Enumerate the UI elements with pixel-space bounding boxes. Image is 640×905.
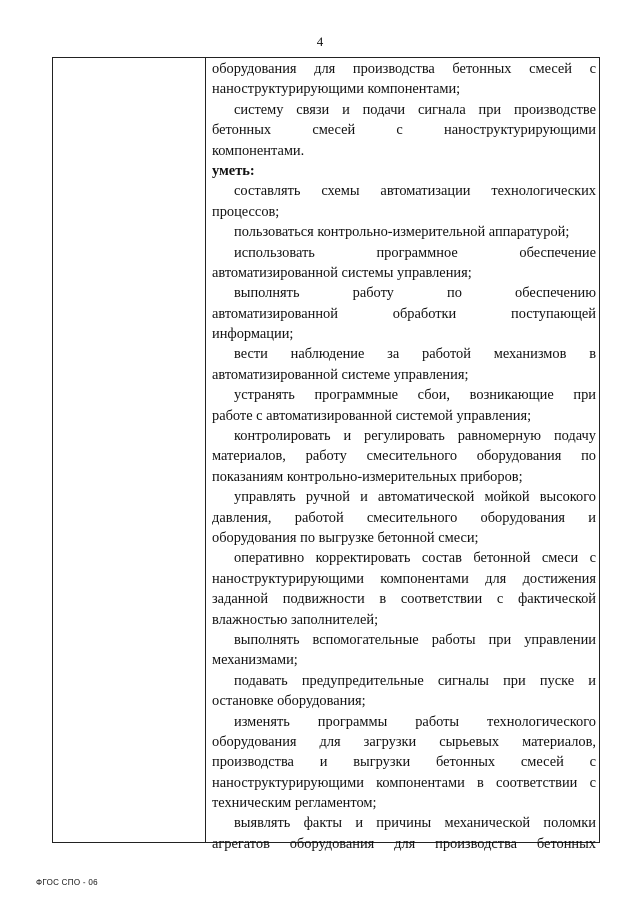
text-line: остановке оборудования;: [212, 693, 366, 710]
text-line: автоматизированной системы управления;: [212, 264, 472, 281]
document-footer: ФГОС СПО - 06: [36, 878, 98, 887]
text-line: оборудования для загрузки сырьевых материалов,: [212, 733, 596, 750]
text-line: материалов, работу смесительного оборудования по: [212, 448, 596, 465]
text-line: бетонных смесей с наноструктурирующими: [212, 122, 596, 139]
text-line: техническим регламентом;: [212, 795, 377, 812]
text-line: составлять схемы автоматизации технологических: [234, 183, 596, 200]
text-line: заданной подвижности в соответствии с фактической: [212, 591, 596, 608]
text-line: производства и выгрузки бетонных смесей с: [212, 754, 596, 771]
column-divider: [205, 58, 206, 842]
text-line: выполнять работу по обеспечению: [234, 285, 596, 302]
text-line: наноструктурирующими компонентами в соответствии с: [212, 774, 596, 791]
text-line: работе с автоматизированной системой управления;: [212, 407, 532, 424]
text-line: оборудования для производства бетонных смесей с: [212, 61, 596, 77]
text-line: агрегатов оборудования для производства бетонных: [212, 835, 596, 852]
text-line: автоматизированной системе управления;: [212, 366, 469, 383]
text-line: контролировать и регулировать равномерную подачу: [234, 428, 596, 445]
page-number: 4: [316, 34, 324, 49]
text-line: процессов;: [212, 203, 280, 220]
text-line: показаниям контрольно-измерительных приборов;: [212, 468, 523, 485]
standards-table: [52, 57, 600, 852]
text-line: использовать программное обеспечение: [234, 244, 596, 261]
section-heading: уметь:: [212, 162, 255, 179]
text-line: подавать предупредительные сигналы при пуске и: [234, 672, 596, 689]
text-line: изменять программы работы технологического: [234, 713, 596, 730]
text-line: автоматизированной обработки поступающей: [212, 305, 596, 322]
text-line: систему связи и подачи сигнала при производстве: [234, 101, 596, 118]
text-line: компонентами.: [212, 142, 305, 159]
text-line: пользоваться контрольно-измерительной аппаратурой;: [234, 224, 570, 241]
text-line: влажностью заполнителей;: [212, 611, 379, 628]
text-line: оперативно корректировать состав бетонной смеси с: [234, 550, 596, 567]
text-line: информации;: [212, 326, 294, 343]
requirements-cell: [212, 59, 596, 854]
text-line: вести наблюдение за работой механизмов в: [234, 346, 596, 363]
text-line: оборудования по выгрузке бетонной смеси;: [212, 529, 479, 546]
text-line: наноструктурирующими компонентами;: [212, 81, 461, 98]
text-line: наноструктурирующими компонентами для достижения: [212, 570, 596, 587]
text-line: выявлять факты и причины механической поломки: [234, 815, 596, 832]
text-line: давления, работой смесительного оборудования и: [212, 509, 596, 526]
text-line: управлять ручной и автоматической мойкой высокого: [234, 489, 596, 506]
text-line: механизмами;: [212, 652, 298, 669]
text-line: выполнять вспомогательные работы при управлении: [234, 631, 596, 648]
text-line: устранять программные сбои, возникающие при: [234, 387, 596, 404]
